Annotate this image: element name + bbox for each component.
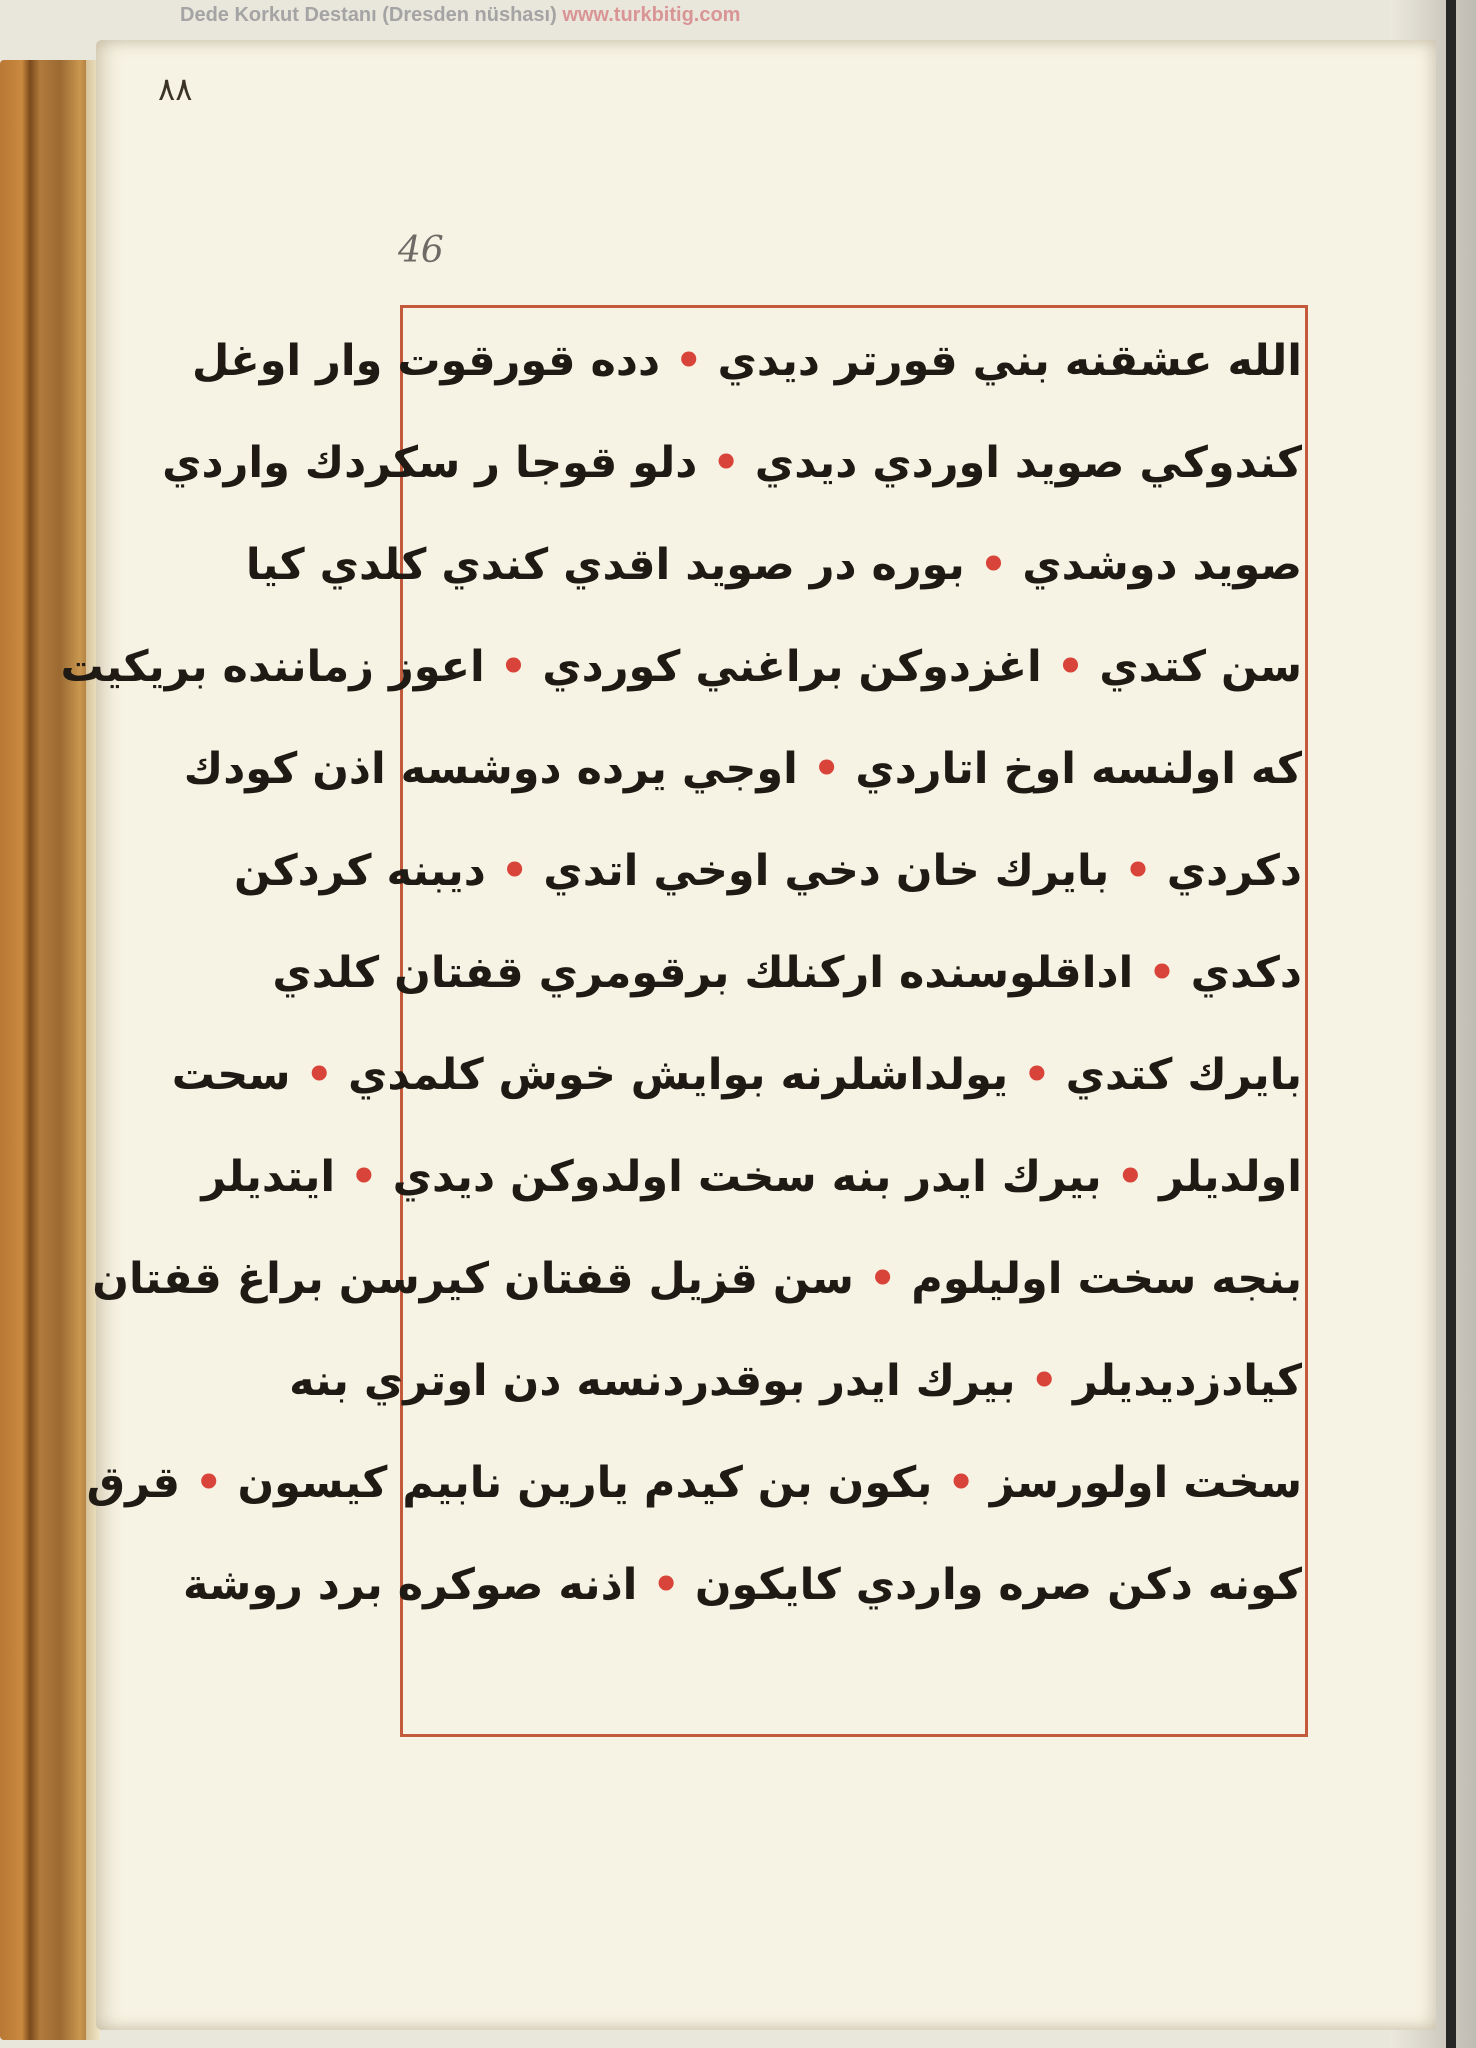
red-separator-dot: •	[675, 336, 703, 386]
text-line: الله عشقنه بني قورتر ديدي • دده قورقوت وار اوغل	[191, 336, 1302, 386]
red-separator-dot: •	[1124, 846, 1152, 896]
red-separator-dot: •	[1030, 1356, 1058, 1406]
red-separator-dot: •	[652, 1560, 680, 1610]
text-line: كيادزديديلر • بيرك ايدر بوقدردنسه دن اوتري بنه	[289, 1356, 1302, 1406]
manuscript-text	[60, 310, 1302, 1636]
text-line: كه اولنسه اوخ اتاردي • اوجي يرده دوشسه اذن كودك	[183, 744, 1302, 794]
red-separator-dot: •	[979, 540, 1008, 590]
red-separator-dot: •	[500, 846, 529, 896]
red-separator-dot: •	[305, 1050, 333, 1100]
folio-number: ٨٨	[158, 70, 193, 108]
red-separator-dot: •	[812, 744, 841, 794]
header-url: www.turkbitig.com	[562, 4, 741, 26]
scan-edge-strip	[1446, 0, 1456, 2048]
red-separator-dot: •	[499, 642, 528, 692]
text-line: صويد دوشدي • بوره در صويد اقدي كندي كلدي كيا	[245, 540, 1302, 590]
red-separator-dot: •	[194, 1458, 223, 1508]
text-line: دكدي • اداقلوسنده اركنلك برقومري قفتان كلدي	[272, 948, 1302, 998]
red-separator-dot: •	[868, 1254, 897, 1304]
book-binding	[0, 60, 100, 2040]
red-separator-dot: •	[947, 1458, 975, 1508]
red-separator-dot: •	[712, 438, 740, 488]
header-title: Dede Korkut Destanı (Dresden nüshası)	[180, 4, 557, 26]
red-separator-dot: •	[1023, 1050, 1051, 1100]
red-separator-dot: •	[1116, 1152, 1145, 1202]
text-line: اولديلر • بيرك ايدر بنه سخت اولدوكن ديدي • ايتديلر	[201, 1152, 1302, 1202]
watermark-header	[180, 4, 740, 27]
text-line: كونه دكن صره واردي كايكون • اذنه صوكره برد روشة	[182, 1560, 1302, 1610]
text-line: بايرك كتدي • يولداشلرنه بوايش خوش كلمدي • سحت	[171, 1050, 1302, 1100]
text-line: بنجه سخت اوليلوم • سن قزيل قفتان كيرسن براغ قفتان	[92, 1254, 1302, 1304]
page-number: 46	[398, 230, 444, 271]
text-line: سن كتدي • اغزدوكن براغني كوردي • اعوز زماننده بريكيت	[60, 642, 1302, 692]
red-separator-dot: •	[1148, 948, 1176, 998]
text-line: دكردي • بايرك خان دخي اوخي اتدي • ديبنه كردكن	[233, 846, 1302, 896]
red-separator-dot: •	[1056, 642, 1085, 692]
red-separator-dot: •	[350, 1152, 378, 1202]
text-line: سخت اولورسز • بكون بن كيدم يارين نابيم كيسون • قرق	[86, 1458, 1302, 1508]
text-line: كندوكي صويد اوردي ديدي • دلو قوجا ر سكردك واردي	[162, 438, 1302, 488]
